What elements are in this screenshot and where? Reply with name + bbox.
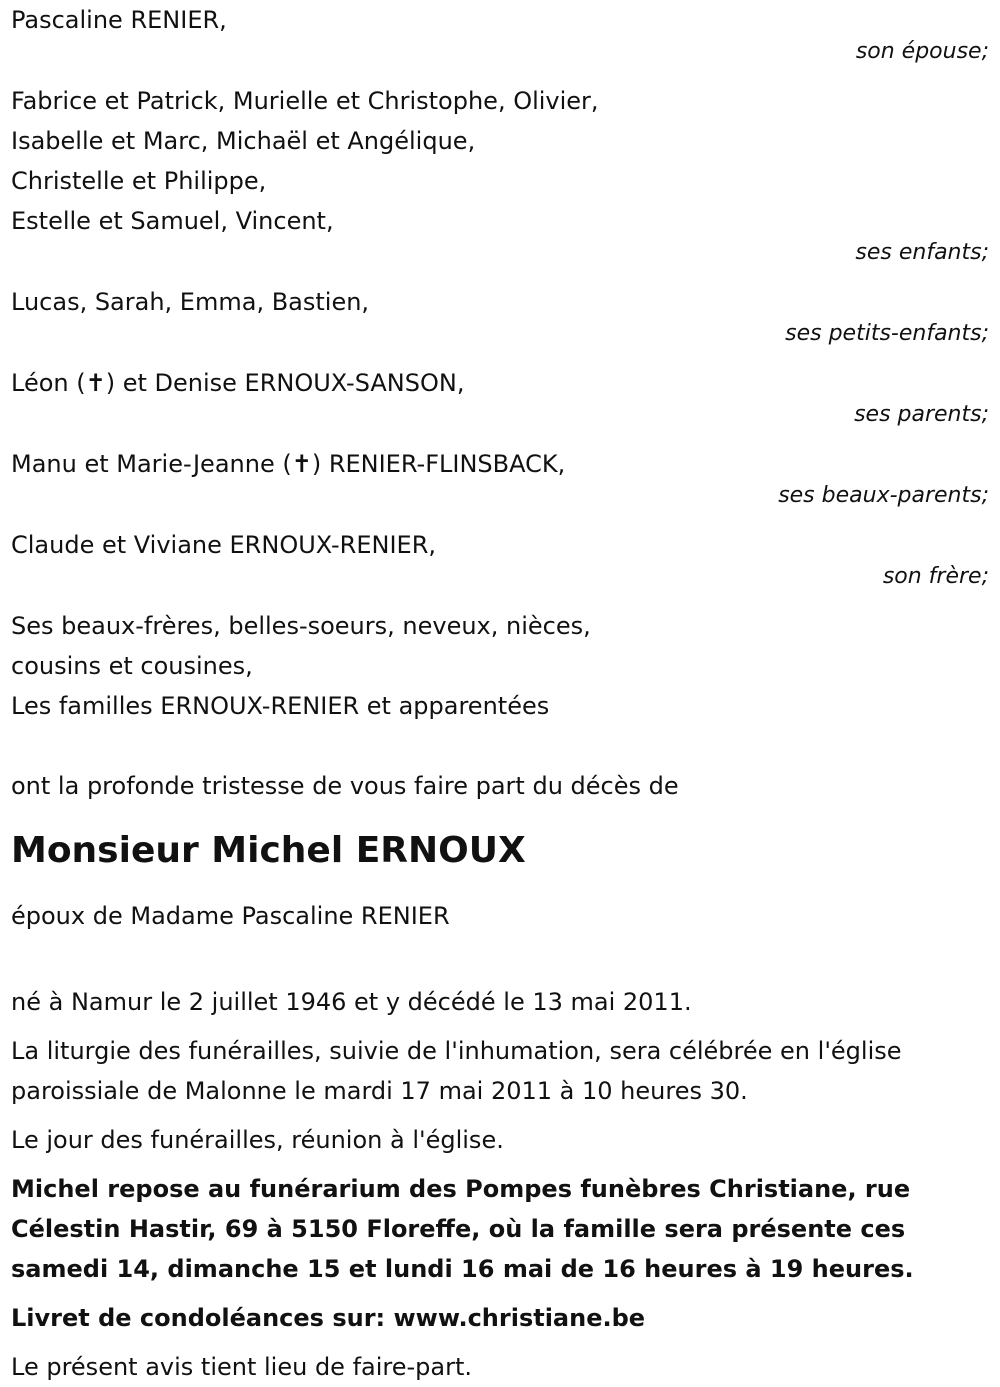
obituary-notice	[11, 0, 989, 1387]
family-line: Estelle et Samuel, Vincent,	[11, 207, 334, 235]
family-group	[11, 0, 989, 63]
family-line: Claude et Viviane ERNOUX-RENIER,	[11, 531, 437, 559]
family-line: Manu et Marie-Jeanne (✝) RENIER-FLINSBACK,	[11, 450, 566, 478]
liturgy-paragraph: La liturgie des funérailles, suivie de l'inhumation, sera célébrée en l'église paroissiale de Malonne le mardi 17 mai 2011 à 10 heures 30.	[11, 1037, 902, 1105]
family-line: Léon (✝) et Denise ERNOUX-SANSON,	[11, 369, 465, 397]
family-role: son épouse;	[855, 39, 989, 64]
family-role: son frère;	[882, 564, 989, 589]
family-line: Isabelle et Marc, Michaël et Angélique,	[11, 127, 476, 155]
family-group	[11, 282, 989, 345]
others-group	[11, 606, 989, 726]
family-role: ses beaux-parents;	[778, 483, 989, 508]
others-line: Ses beaux-frères, belles-soeurs, neveux, nièces,	[11, 612, 591, 640]
family-role: ses parents;	[854, 402, 989, 427]
family-role: ses enfants;	[855, 240, 989, 265]
family-line: Fabrice et Patrick, Murielle et Christophe, Olivier,	[11, 87, 599, 115]
deceased-name: Monsieur Michel ERNOUX	[11, 830, 526, 871]
birth-death-paragraph: né à Namur le 2 juillet 1946 et y décédé le 13 mai 2011.	[11, 988, 692, 1016]
family-line: Christelle et Philippe,	[11, 167, 267, 195]
family-group	[11, 444, 989, 507]
others-line: Les familles ERNOUX-RENIER et apparentées	[11, 692, 550, 720]
gathering-paragraph: Le jour des funérailles, réunion à l'église.	[11, 1126, 504, 1154]
funeral-home-paragraph: Michel repose au funérarium des Pompes funèbres Christiane, rue Célestin Hastir, 69 à 5150 Floreffe, où la famille sera présente ces samedi 14, dimanche 15 et lundi 16 mai de 16 heures à 19 heures.	[11, 1175, 914, 1283]
family-group	[11, 525, 989, 588]
family-line: Pascaline RENIER,	[11, 6, 227, 34]
notice-paragraph: Le présent avis tient lieu de faire-part.	[11, 1353, 473, 1381]
family-role: ses petits-enfants;	[785, 321, 989, 346]
family-group	[11, 81, 989, 264]
family-group	[11, 363, 989, 426]
spouse-line: époux de Madame Pascaline RENIER	[11, 902, 450, 930]
family-line: Lucas, Sarah, Emma, Bastien,	[11, 288, 370, 316]
condolences-paragraph: Livret de condoléances sur: www.christiane.be	[11, 1304, 646, 1332]
others-line: cousins et cousines,	[11, 652, 253, 680]
announcement: ont la profonde tristesse de vous faire part du décès de	[11, 772, 679, 800]
